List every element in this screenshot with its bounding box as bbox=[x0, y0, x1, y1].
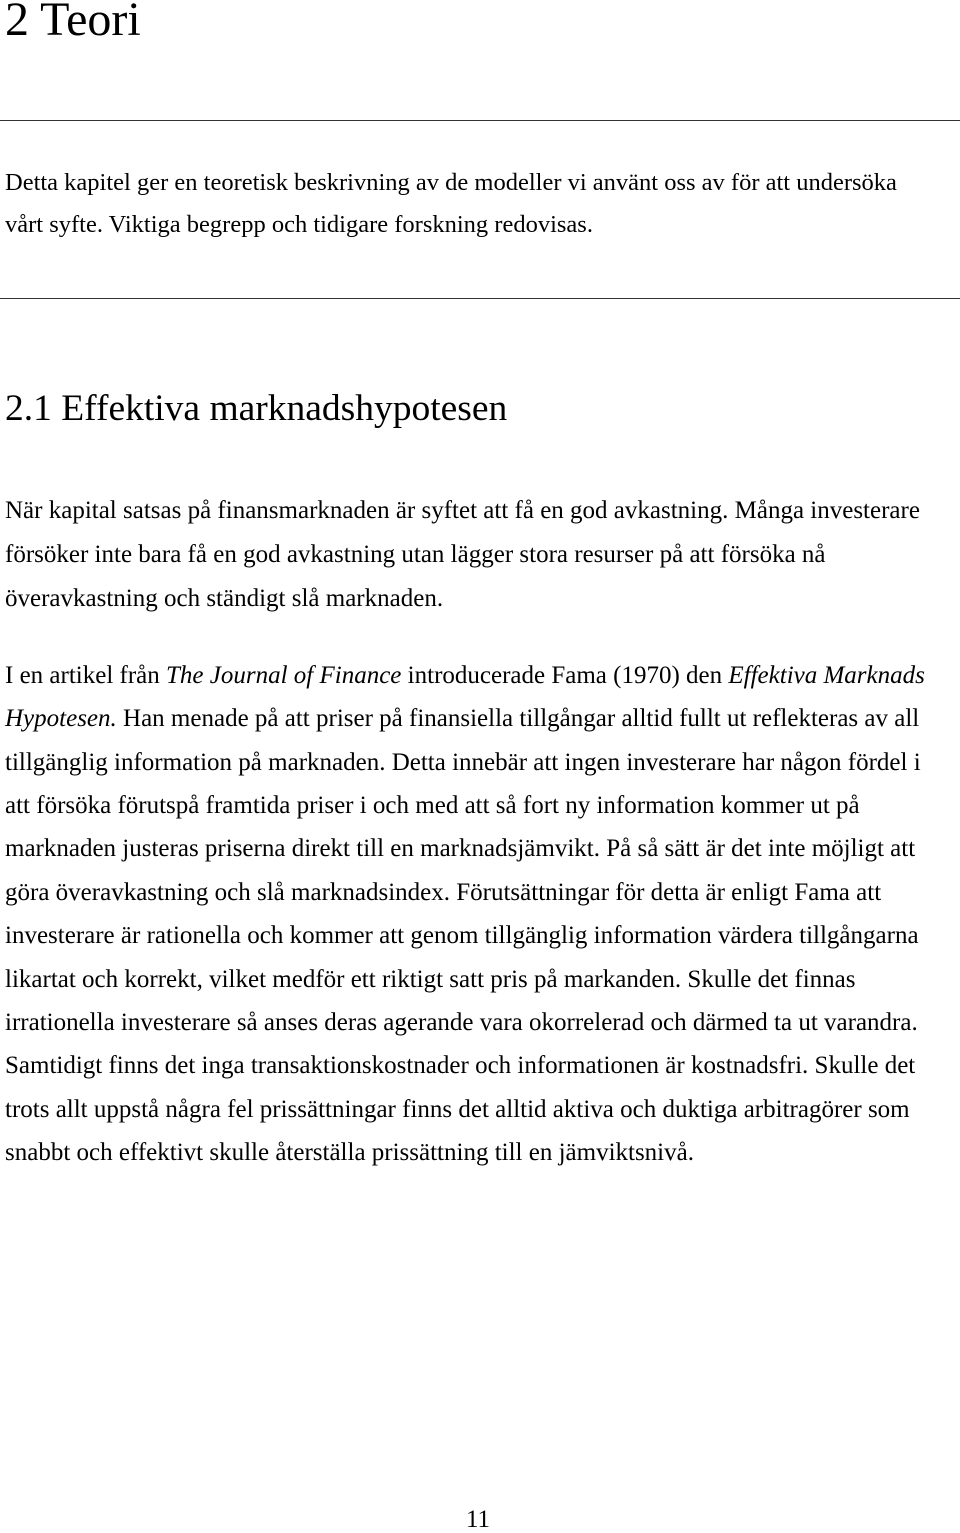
italic-text-run: Effektiva Marknads bbox=[728, 662, 925, 689]
paragraph-line bbox=[5, 489, 920, 533]
paragraph-line bbox=[5, 741, 925, 784]
italic-text-run: Hypotesen. bbox=[5, 705, 117, 733]
body-paragraph bbox=[5, 654, 925, 1174]
paragraph-line bbox=[5, 577, 920, 621]
intro-rule bbox=[0, 298, 960, 299]
chapter-heading: 2 Teori bbox=[5, 0, 141, 46]
intro-line: vårt syfte. Viktiga begrepp och tidigare forskning redovisas. bbox=[5, 211, 593, 238]
paragraph-line bbox=[5, 533, 920, 577]
intro-paragraph bbox=[5, 162, 897, 246]
paragraph-line bbox=[5, 784, 925, 827]
italic-text-run: The Journal of Finance bbox=[166, 662, 402, 689]
text-run: När kapital satsas på finansmarknaden är syftet att få en god avkastning. Många investerare bbox=[5, 497, 920, 524]
text-run: investerare är rationella och kommer att genom tillgänglig information värdera tillgångarna bbox=[5, 922, 919, 950]
text-run: försöker inte bara få en god avkastning utan lägger stora resurser på att försöka nå bbox=[5, 541, 826, 568]
intro-line: Detta kapitel ger en teoretisk beskrivning av de modeller vi använt oss av för att undersöka bbox=[5, 169, 897, 196]
paragraph-line bbox=[5, 871, 925, 914]
text-run: marknaden justeras priserna direkt till en marknadsjämvikt. På så sätt är det inte möjligt att bbox=[5, 835, 916, 863]
paragraph-line bbox=[5, 914, 925, 957]
paragraph-line bbox=[5, 827, 925, 870]
paragraph-line bbox=[5, 654, 925, 697]
paragraph-line bbox=[5, 697, 925, 740]
body-paragraph bbox=[5, 489, 920, 621]
paragraph-line bbox=[5, 1088, 925, 1131]
text-run: Han menade på att priser på finansiella tillgångar alltid fullt ut reflekteras av all bbox=[116, 705, 920, 733]
text-run: snabbt och effektivt skulle återställa prissättning till en jämviktsnivå. bbox=[5, 1138, 694, 1166]
paragraph-line bbox=[5, 958, 925, 1001]
text-run: göra överavkastning och slå marknadsindex. Förutsättningar för detta är enligt Fama att bbox=[5, 878, 882, 906]
paragraph-line bbox=[5, 1131, 925, 1174]
page-number: 11 bbox=[465, 1506, 491, 1533]
section-heading: 2.1 Effektiva marknadshypotesen bbox=[5, 388, 508, 429]
text-run: Samtidigt finns det inga transaktionskostnader och informationen är kostnadsfri. Skulle det bbox=[5, 1052, 916, 1080]
heading-rule bbox=[0, 120, 960, 121]
paragraph-line bbox=[5, 1044, 925, 1087]
text-run: att försöka förutspå framtida priser i och med att så fort ny information kommer ut på bbox=[5, 792, 860, 820]
text-run: trots allt uppstå några fel prissättningar finns det alltid aktiva och duktiga arbitragörer som bbox=[5, 1095, 910, 1123]
text-run: tillgänglig information på marknaden. Detta innebär att ingen investerare har någon fördel i bbox=[5, 748, 921, 776]
text-run: I en artikel från bbox=[5, 662, 167, 689]
paragraph-line bbox=[5, 1001, 925, 1044]
text-run: introducerade Fama (1970) den bbox=[401, 662, 729, 689]
text-run: irrationella investerare så anses deras agerande vara okorrelerad och därmed ta ut varandra. bbox=[5, 1008, 918, 1036]
text-run: överavkastning och ständigt slå marknaden. bbox=[5, 585, 444, 612]
text-run: likartat och korrekt, vilket medför ett riktigt satt pris på markanden. Skulle det finnas bbox=[5, 965, 856, 993]
